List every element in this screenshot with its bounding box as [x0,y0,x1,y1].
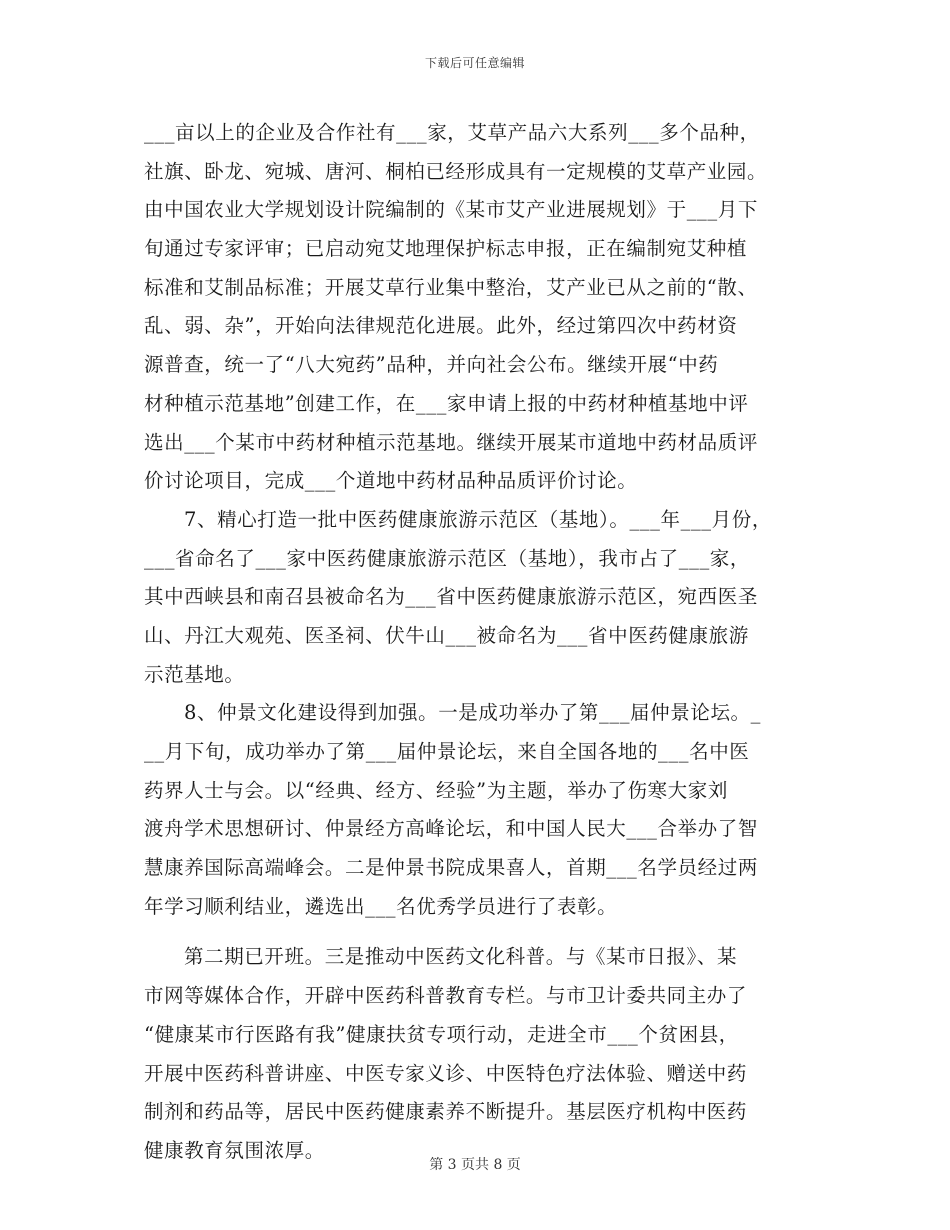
text-line: 其中西峡县和南召县被命名为___省中医药健康旅游示范区，宛西医圣 [144,585,758,609]
text-line: 药界人士与会。以“经典、经方、经验”为主题，举办了伤寒大家刘 [144,778,728,802]
text-line: 选出___个某市中药材种植示范基地。继续开展某市道地中药材品质评 [144,430,758,454]
text-line: 市网等媒体合作，开辟中医药科普教育专栏。与市卫计委共同主办了 [144,984,748,1008]
text-line: 由中国农业大学规划设计院编制的《某市艾产业进展规划》于___月下 [144,198,758,222]
paragraph-9-line: 第二期已开班。三是推动中医药文化科普。与《某市日报》、某 [184,945,738,969]
document-body [144,114,812,1171]
text-line: 开展中医药科普讲座、中医专家义诊、中医特色疗法体验、赠送中药 [144,1061,748,1085]
paragraph-8-line: 8、仲景文化建设得到加强。一是成功举办了第___届仲景论坛。_ [184,701,762,725]
text-line: “健康某市行医路有我”健康扶贫专项行动，走进全市___个贫困县， [144,1022,739,1046]
text-line: 年学习顺利结业，遴选出___名优秀学员进行了表彰。 [144,894,618,918]
page-header: 下载后可任意编辑 [424,56,525,70]
text-line: 乱、弱、杂”，开始向法律规范化进展。此外，经过第四次中药材资 [144,314,738,338]
text-line: 源普查，统一了“八大宛药”品种，并向社会公布。继续开展“中药 [144,353,719,377]
text-line: 慧康养国际高端峰会。二是仲景书院成果喜人，首期___名学员经过两 [144,856,758,880]
text-line: 山、丹江大观苑、医圣祠、伏牛山___被命名为___省中医药健康旅游 [144,623,749,647]
text-line: 价讨论项目，完成___个道地中药材品种品质评价讨论。 [144,469,638,493]
text-line: ___省命名了___家中医药健康旅游示范区（基地），我市占了___家， [144,546,751,570]
text-line: 社旗、卧龙、宛城、唐河、桐柏已经形成具有一定规模的艾草产业园。 [144,159,768,183]
paragraph-spacer [144,926,812,938]
page-number: 第 3 页共 8 页 [429,1157,521,1173]
text-line: 材种植示范基地”创建工作，在___家申请上报的中药材种植基地中评 [144,391,749,415]
text-line: 制剂和药品等，居民中医药健康素养不断提升。基层医疗机构中医药 [144,1100,748,1124]
text-line: 健康教育氛围浓厚。 [144,1138,325,1162]
text-line: 渡舟学术思想研讨、仲景经方高峰论坛，和中国人民大___合举办了智 [144,817,758,841]
text-line: 旬通过专家评审；已启动宛艾地理保护标志申报，正在编制宛艾种植 [144,237,748,261]
text-line: 标准和艾制品标准；开展艾草行业集中整治，艾产业已从之前的“散、 [144,275,758,299]
text-line: __月下旬，成功举办了第___届仲景论坛，来自全国各地的___名中医 [144,740,750,763]
text-line: 示范基地。 [144,662,245,686]
paragraph-7-line: 7、精心打造一批中医药健康旅游示范区（基地）。___年___月份， [184,507,772,531]
text-line: ___亩以上的企业及合作社有___家，艾草产品六大系列___多个品种， [144,121,760,144]
